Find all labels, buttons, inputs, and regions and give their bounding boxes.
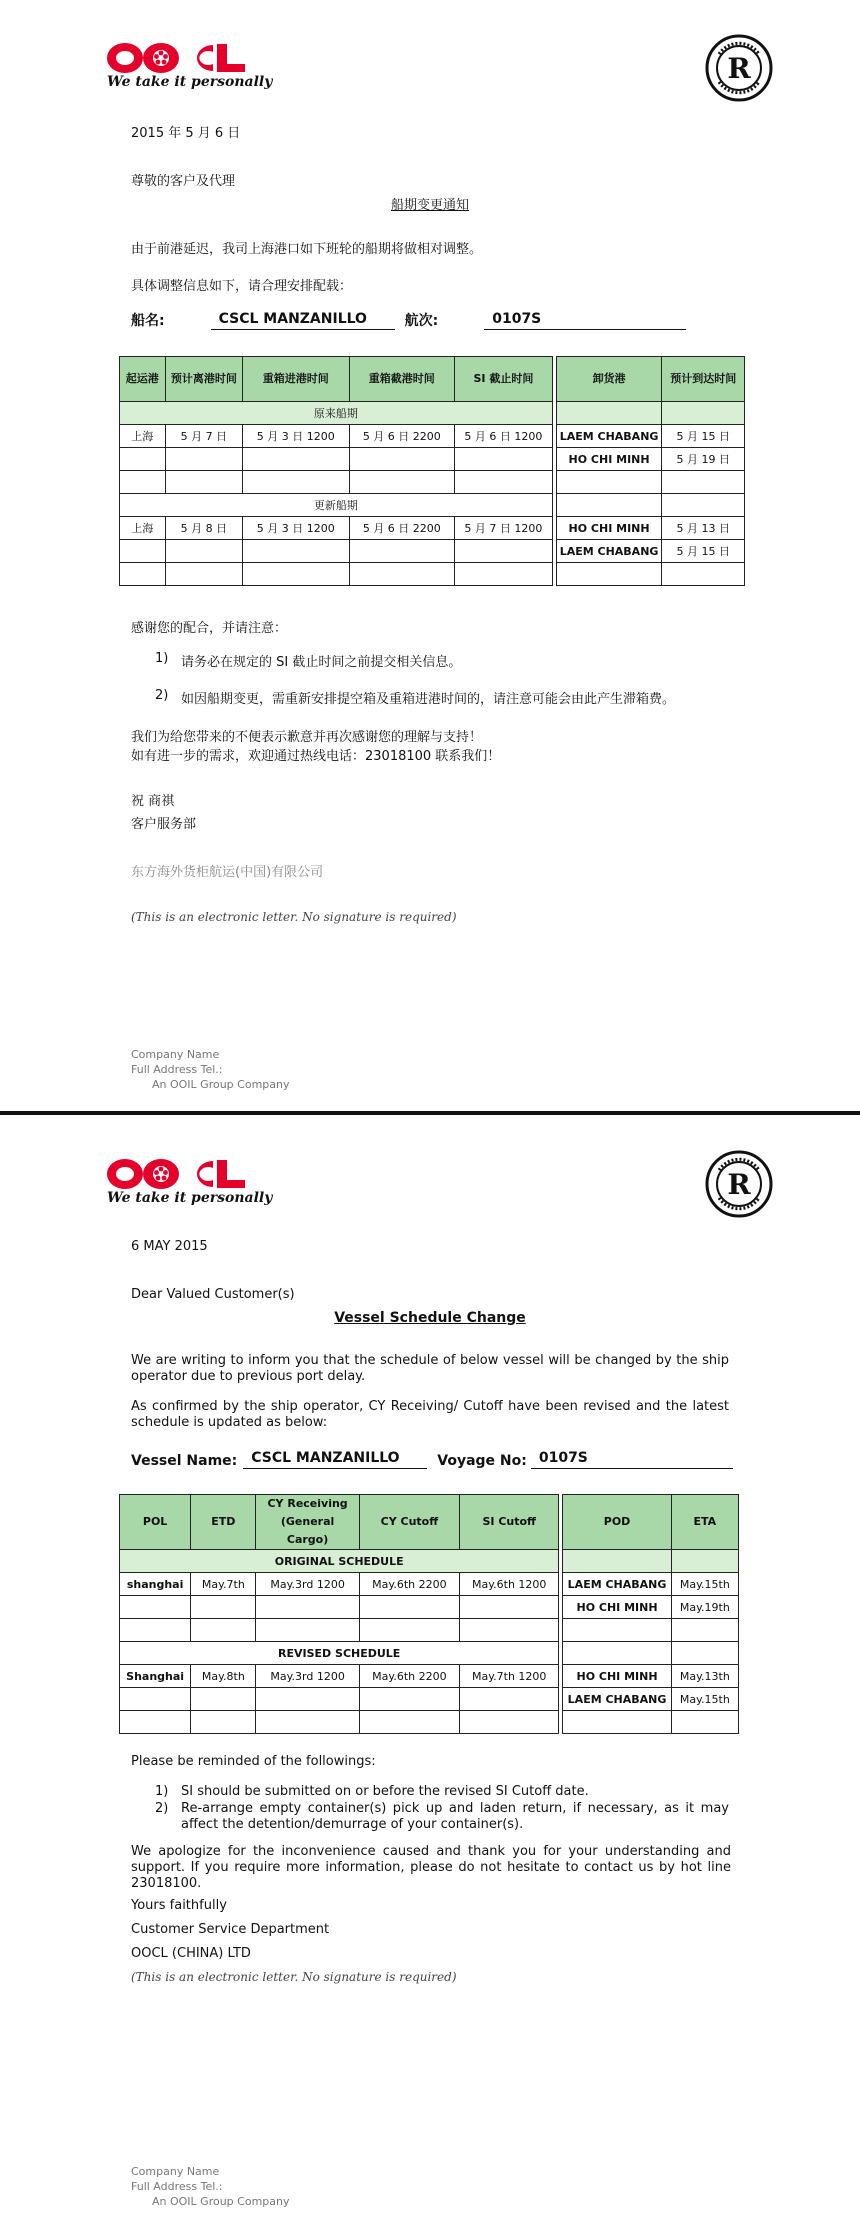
eta-cell: 5 月 13 日 [662, 517, 745, 540]
tagline: We take it personally [107, 74, 273, 90]
company-name: OOCL (CHINA) LTD [131, 1946, 251, 1961]
etd-cell: 5 月 8 日 [165, 517, 242, 540]
revised-schedule-label: 更新船期 [120, 494, 553, 517]
letter-page-english [0, 1116, 860, 2226]
header-cell: ETD [191, 1495, 256, 1550]
table-row [120, 1665, 739, 1688]
header-cell: POD [563, 1495, 671, 1550]
letter-title: 船期变更通知 [390, 198, 469, 213]
regards: 祝 商祺 [131, 794, 175, 809]
cy-cutoff-cell: May.6th 2200 [359, 1573, 459, 1596]
vessel-label: 船名: [131, 313, 165, 329]
note-text: 请务必在规定的 SI 截止时间之前提交相关信息。 [181, 655, 462, 670]
table-header-row [120, 1495, 739, 1550]
intro-paragraph: 由于前港延迟，我司上海港口如下班轮的船期将做相对调整。 [131, 242, 483, 257]
cy-cutoff-cell: 5 月 6 日 2200 [349, 517, 455, 540]
table-row [120, 448, 745, 471]
letter-title: Vessel Schedule Change [334, 1310, 526, 1326]
section-row-original [120, 1550, 739, 1573]
header-cell: ETA [671, 1495, 738, 1550]
table-header-row [120, 357, 745, 402]
electronic-letter-note: (This is an electronic letter. No signature is required) [131, 910, 457, 924]
header-cell: SI Cutoff [460, 1495, 559, 1550]
eta-cell: 5 月 19 日 [662, 448, 745, 471]
si-cutoff-cell: May.6th 1200 [460, 1573, 559, 1596]
header-cell: 重箱进港时间 [243, 357, 350, 402]
header-cell: CY Cutoff [359, 1495, 459, 1550]
section-row-revised [120, 494, 745, 517]
department: Customer Service Department [131, 1922, 330, 1937]
electronic-letter-note: (This is an electronic letter. No signature is required) [131, 1970, 457, 1984]
eta-cell: May.15th [671, 1573, 738, 1596]
vessel-name-value: CSCL MANZANILLO [211, 311, 395, 330]
letter-footer [131, 1047, 290, 1092]
header-cell: 起运港 [120, 357, 166, 402]
note-text: Re-arrange empty container(s) pick up and laden return, if necessary, as it may affect the detention/demurrage of your container(s). [181, 1801, 729, 1832]
pod-cell: HO CHI MINH [556, 448, 662, 471]
letter-page-chinese [0, 0, 860, 1108]
pod-cell: LAEM CHABANG [563, 1688, 671, 1711]
pol-cell: shanghai [120, 1573, 191, 1596]
section-row-original [120, 402, 745, 425]
svg-text:R: R [727, 52, 751, 85]
voyage-label: Voyage No: [437, 1453, 527, 1469]
cy-receiving-cell: May.3rd 1200 [256, 1665, 359, 1688]
note-item: 2) Re-arrange empty container(s) pick up and laden return, if necessary, as it may affect the detention/demurrage of your container(s). [155, 1801, 729, 1832]
vessel-line [131, 310, 686, 330]
header-cell: SI 截止时间 [455, 357, 553, 402]
etd-cell: 5 月 7 日 [165, 425, 242, 448]
voyage-number-value: 0107S [484, 311, 686, 330]
original-schedule-label: ORIGINAL SCHEDULE [120, 1550, 559, 1573]
eta-cell: May.15th [671, 1688, 738, 1711]
header-cell: POL [120, 1495, 191, 1550]
department: 客户服务部 [131, 817, 197, 832]
note-text: SI should be submitted on or before the revised SI Cutoff date. [181, 1784, 589, 1799]
company-name: 东方海外货柜航运(中国)有限公司 [131, 865, 324, 880]
table-row [120, 540, 745, 563]
cy-cutoff-cell: May.6th 2200 [359, 1665, 459, 1688]
quality-seal-icon [705, 34, 773, 102]
original-schedule-label: 原来船期 [120, 402, 553, 425]
table-row [120, 517, 745, 540]
footer-group: An OOIL Group Company [152, 2195, 290, 2208]
intro-paragraph: We are writing to inform you that the schedule of below vessel will be changed by the ship operator due to previous port delay. [131, 1353, 729, 1384]
eta-cell: 5 月 15 日 [662, 425, 745, 448]
closing: Yours faithfully [131, 1898, 227, 1913]
table-row [120, 1573, 739, 1596]
pod-cell: LAEM CHABANG [556, 425, 662, 448]
hotline-line: 如有进一步的需求，欢迎通过热线电话：23018100 联系我们！ [131, 749, 501, 764]
greeting: Dear Valued Customer(s) [131, 1287, 295, 1302]
etd-cell: May.7th [191, 1573, 256, 1596]
footer-address: Full Address Tel.: [131, 2180, 223, 2193]
pod-cell: HO CHI MINH [563, 1596, 671, 1619]
etd-cell: May.8th [191, 1665, 256, 1688]
header-cell: 重箱截港时间 [349, 357, 455, 402]
intro-paragraph-2: As confirmed by the ship operator, CY Receiving/ Cutoff have been revised and the latest schedule is updated as below: [131, 1399, 729, 1430]
header-cell: CY Receiving (General Cargo) [256, 1495, 359, 1550]
page-divider [0, 1111, 860, 1115]
footer-group: An OOIL Group Company [152, 1078, 290, 1091]
eta-cell: May.19th [671, 1596, 738, 1619]
reminder-line: Please be reminded of the followings: [131, 1754, 376, 1769]
section-row-revised [120, 1642, 739, 1665]
table-row [120, 563, 745, 586]
voyage-label: 航次: [404, 313, 439, 329]
vessel-line [131, 1450, 733, 1469]
greeting: 尊敬的客户及代理 [131, 174, 236, 189]
voyage-number-value: 0107S [531, 1450, 733, 1469]
header-cell: 预计离港时间 [165, 357, 242, 402]
header-cell: 预计到达时间 [662, 357, 745, 402]
schedule-table [119, 1494, 739, 1734]
pol-cell: 上海 [120, 517, 166, 540]
pol-cell: Shanghai [120, 1665, 191, 1688]
table-row [120, 471, 745, 494]
cy-receiving-cell: 5 月 3 日 1200 [243, 517, 350, 540]
table-row [120, 1596, 739, 1619]
si-cutoff-cell: May.7th 1200 [460, 1665, 559, 1688]
vessel-label: Vessel Name: [131, 1453, 238, 1469]
table-row [120, 1711, 739, 1734]
letter-date: 2015 年 5 月 6 日 [131, 126, 241, 141]
quality-seal-icon [705, 1150, 773, 1218]
vessel-name-value: CSCL MANZANILLO [243, 1450, 427, 1469]
note-item: 1) SI should be submitted on or before the revised SI Cutoff date. [155, 1784, 589, 1799]
intro-paragraph-2: 具体调整信息如下，请合理安排配载： [131, 279, 353, 294]
pod-cell: LAEM CHABANG [563, 1573, 671, 1596]
table-row [120, 425, 745, 448]
thanks-line: 感谢您的配合，并请注意： [131, 621, 288, 636]
note-item: 2) 如因船期变更，需重新安排提空箱及重箱进港时间的，请注意可能会由此产生滞箱费。 [155, 688, 676, 707]
letter-date: 6 MAY 2015 [131, 1239, 208, 1254]
eta-cell: May.13th [671, 1665, 738, 1688]
svg-text:R: R [727, 1168, 751, 1201]
note-item: 1) 请务必在规定的 SI 截止时间之前提交相关信息。 [155, 651, 462, 670]
si-cutoff-cell: 5 月 7 日 1200 [455, 517, 553, 540]
apology-line: 我们为给您带来的不便表示歉意并再次感谢您的理解与支持！ [131, 730, 483, 745]
cy-cutoff-cell: 5 月 6 日 2200 [349, 425, 455, 448]
pod-cell: HO CHI MINH [556, 517, 662, 540]
pod-cell: LAEM CHABANG [556, 540, 662, 563]
si-cutoff-cell: 5 月 6 日 1200 [455, 425, 553, 448]
table-row [120, 1688, 739, 1711]
tagline: We take it personally [107, 1190, 273, 1206]
footer-company: Company Name [131, 1048, 220, 1061]
letter-footer [131, 2164, 290, 2209]
header-cell: 卸货港 [556, 357, 662, 402]
cy-receiving-cell: 5 月 3 日 1200 [243, 425, 350, 448]
apology-paragraph: We apologize for the inconvenience caused and thank you for your understanding and support. If you require more information, please do not hesitate to contact us by hot line 23018100. [131, 1844, 731, 1891]
cy-receiving-cell: May.3rd 1200 [256, 1573, 359, 1596]
revised-schedule-label: REVISED SCHEDULE [120, 1642, 559, 1665]
pol-cell: 上海 [120, 425, 166, 448]
schedule-table [119, 356, 745, 586]
table-row [120, 1619, 739, 1642]
footer-address: Full Address Tel.: [131, 1063, 223, 1076]
pod-cell: HO CHI MINH [563, 1665, 671, 1688]
note-text: 如因船期变更，需重新安排提空箱及重箱进港时间的，请注意可能会由此产生滞箱费。 [181, 692, 676, 707]
footer-company: Company Name [131, 2165, 220, 2178]
eta-cell: 5 月 15 日 [662, 540, 745, 563]
